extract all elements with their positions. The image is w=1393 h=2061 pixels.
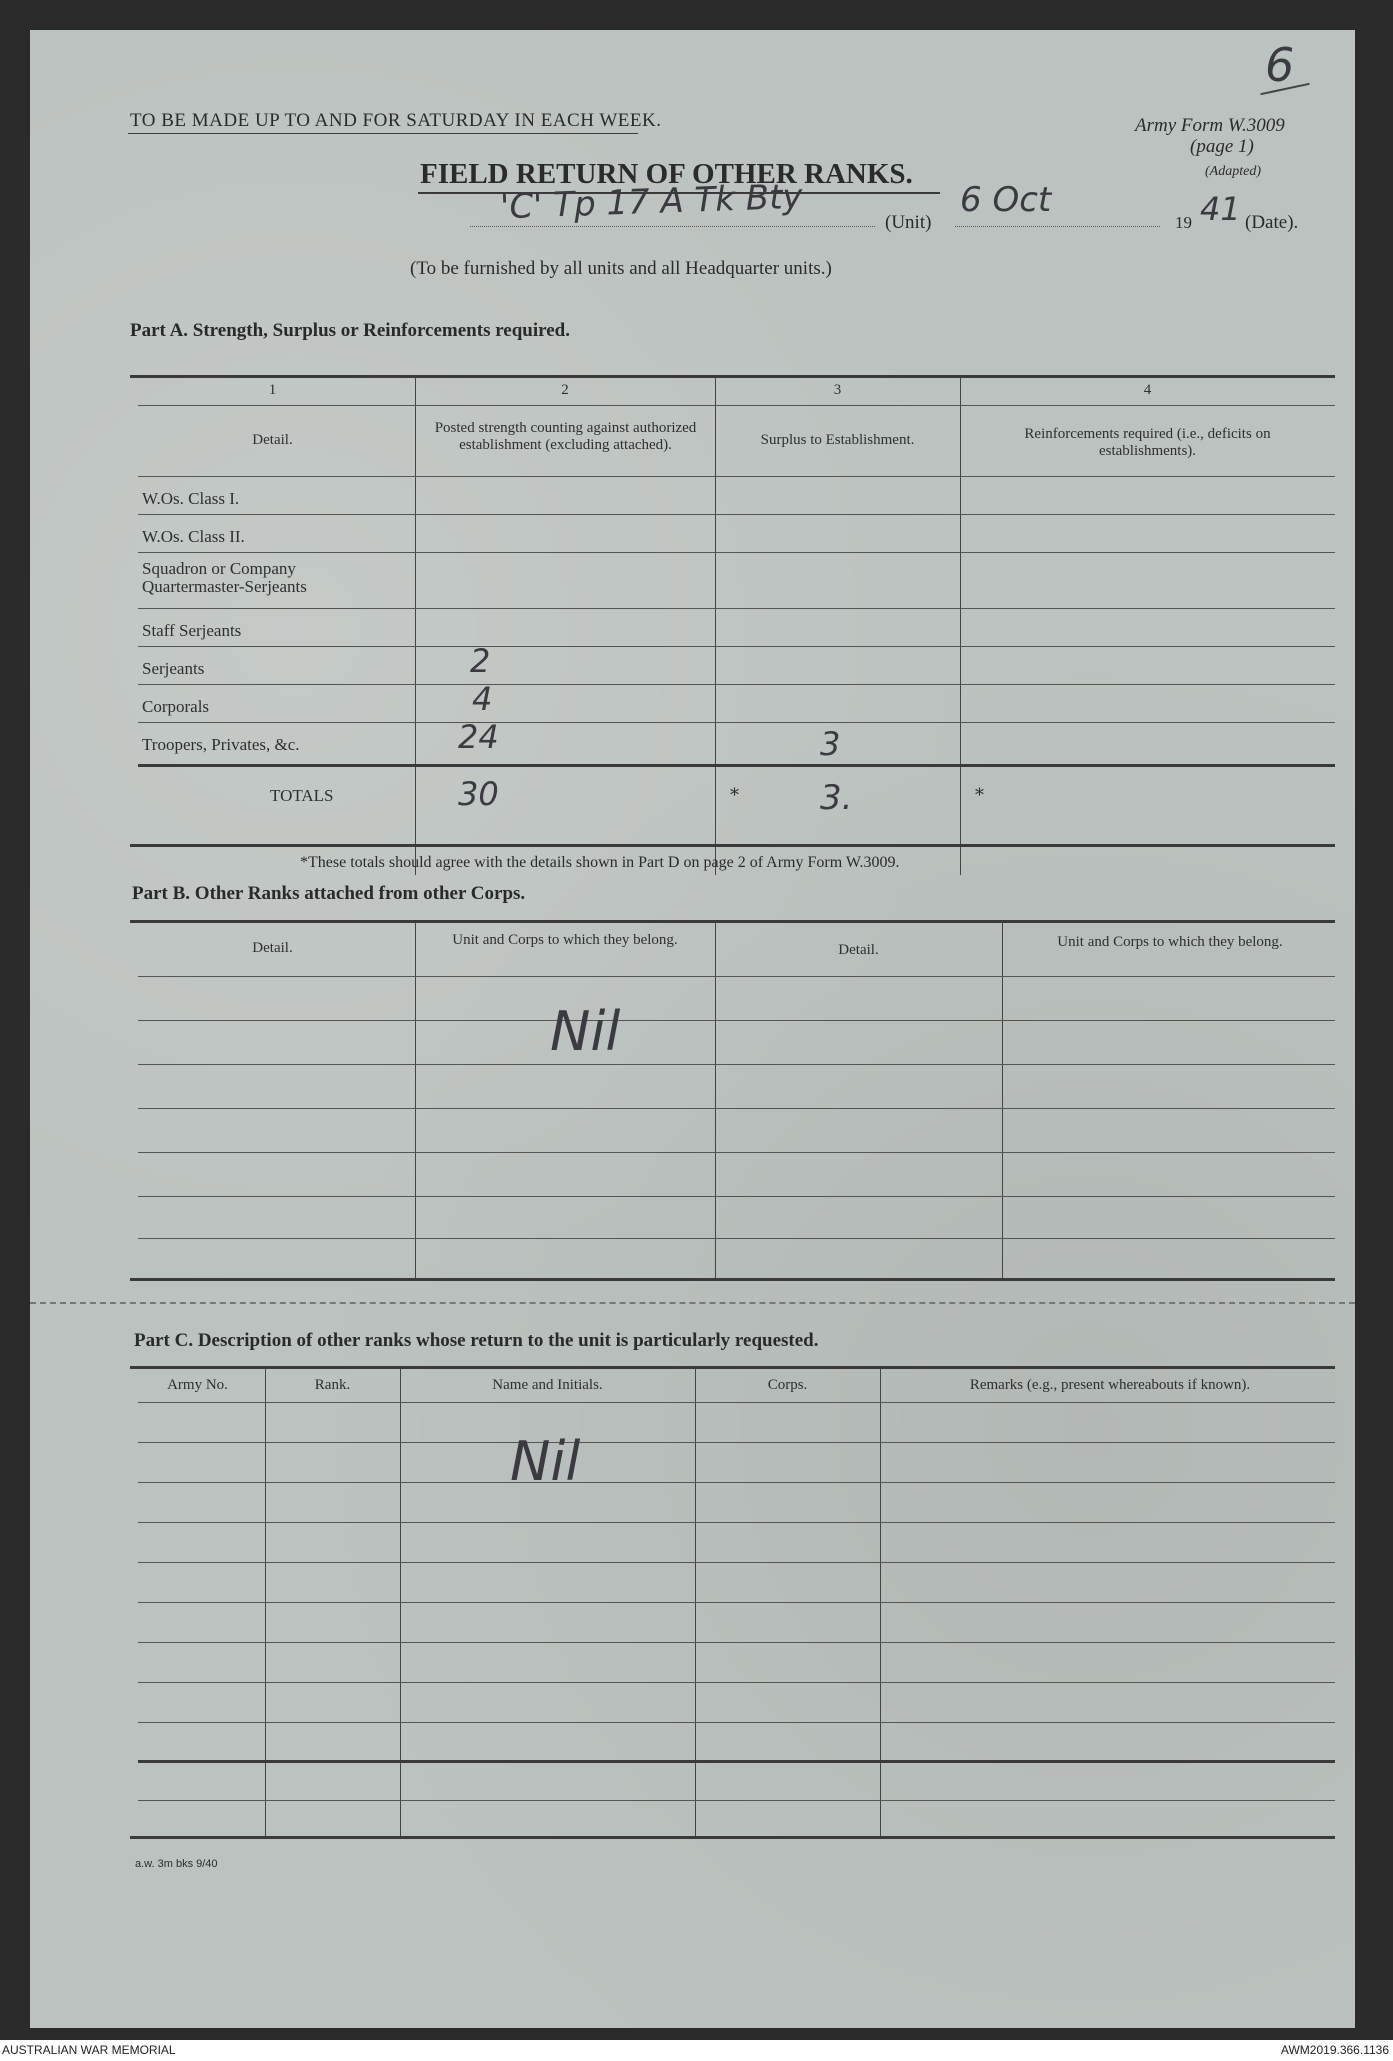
part-c-double-rule — [138, 1760, 1335, 1763]
part-a-posted-value: 4 — [472, 680, 493, 718]
year-prefix: 19 — [1175, 213, 1192, 232]
part-a-colnum-2: 2 — [561, 382, 569, 398]
part-c-row-rule — [138, 1442, 1335, 1443]
part-c-row-rule — [138, 1642, 1335, 1643]
part-a-colnum-4: 4 — [1143, 382, 1152, 398]
unit-value: 'C' Tp 17 A Tk Bty — [499, 176, 804, 228]
part-b-header-detail-2: Detail. — [838, 942, 879, 958]
part-b-row-rule — [138, 1020, 1335, 1021]
part-c-row-rule — [138, 1402, 1335, 1403]
part-a-header-rule — [138, 476, 1335, 477]
part-b-row-rule — [138, 1152, 1335, 1153]
part-c-header-rank: Rank. — [314, 1377, 351, 1393]
part-b-top-rule — [130, 920, 1335, 923]
part-a-row-detail: Serjeants — [142, 659, 205, 678]
part-a-header-surplus: Surplus to Establishment. — [760, 432, 915, 448]
part-c-row-rule — [138, 1800, 1335, 1801]
part-a-header-reinforcements: Reinforcements required (i.e., deficits on establishments). — [1024, 426, 1271, 459]
date-dotted-line — [955, 226, 1160, 227]
part-b-row-rule — [138, 1108, 1335, 1109]
unit-label: (Unit) — [885, 212, 932, 233]
part-a-row-rule — [138, 552, 1335, 553]
form-id: Army Form W.3009 — [1135, 115, 1285, 136]
part-c-row-rule — [138, 1522, 1335, 1523]
part-a-row-rule — [138, 722, 1335, 723]
part-b-row-rule — [138, 1064, 1335, 1065]
part-a-colnum-rule — [138, 405, 1335, 406]
archive-reference: AWM2019.366.1136 — [1280, 2043, 1389, 2057]
part-c-col-divider-4 — [880, 1368, 881, 1838]
part-a-posted-value: 2 — [470, 642, 491, 680]
part-b-row-rule — [138, 976, 1335, 977]
part-a-footnote: *These totals should agree with the details shown in Part D on page 2 of Army Form W.3009. — [300, 854, 900, 871]
part-a-row-detail: Staff Serjeants — [142, 621, 242, 640]
part-c-nil-entry: Nil — [510, 1430, 581, 1493]
part-b-header-unit-corps-2: Unit and Corps to which they belong. — [1057, 934, 1283, 950]
part-c-row-rule — [138, 1602, 1335, 1603]
part-c-top-rule — [130, 1366, 1335, 1369]
part-a-col-divider-1 — [415, 377, 416, 875]
form-sheet — [30, 30, 1355, 2028]
part-c-header-remarks: Remarks (e.g., present whereabouts if known). — [969, 1377, 1251, 1393]
instruction-underline — [128, 133, 638, 134]
print-code: a.w. 3m bks 9/40 — [135, 1858, 218, 1870]
part-c-col-divider-3 — [695, 1368, 696, 1838]
subtitle: (To be furnished by all units and all Headquarter units.) — [410, 258, 832, 279]
part-a-row-detail: Troopers, Privates, &c. — [142, 735, 300, 754]
part-b-row-rule — [138, 1238, 1335, 1239]
part-a-row-rule — [138, 514, 1335, 515]
part-a-totals-rule — [138, 764, 1335, 767]
part-a-totals-label: TOTALS — [270, 786, 334, 805]
part-a-row-rule — [138, 646, 1335, 647]
part-c-heading: Part C. Description of other ranks whose return to the unit is particularly requested. — [134, 1330, 819, 1351]
part-a-colnum-1: 1 — [268, 382, 277, 398]
part-a-row-detail: Corporals — [142, 697, 210, 716]
page-number: 6 — [1265, 38, 1295, 92]
part-c-header-army-no: Army No. — [167, 1377, 228, 1393]
form-title: FIELD RETURN OF OTHER RANKS. — [420, 158, 913, 190]
archive-footer — [0, 2040, 1393, 2061]
instruction-text: TO BE MADE UP TO AND FOR SATURDAY IN EACH WEEK. — [130, 110, 662, 131]
part-a-bottom-rule — [130, 844, 1335, 847]
part-a-totals-reinf-asterisk: * — [975, 785, 984, 806]
perforation-line — [30, 1302, 1355, 1304]
part-c-bottom-rule — [130, 1836, 1335, 1839]
part-c-row-rule — [138, 1562, 1335, 1563]
part-a-totals-surplus-asterisk: * — [730, 785, 739, 806]
part-c-header-corps: Corps. — [767, 1377, 808, 1393]
adapted-label: (Adapted) — [1205, 164, 1261, 179]
part-b-heading: Part B. Other Ranks attached from other Corps. — [132, 883, 526, 904]
part-a-row-detail: W.Os. Class I. — [142, 489, 240, 508]
part-a-row-detail: Squadron or Company Quartermaster-Serjeants — [142, 559, 307, 596]
part-c-row-rule — [138, 1682, 1335, 1683]
part-a-heading: Part A. Strength, Surplus or Reinforcements required. — [130, 320, 570, 341]
part-b-row-rule — [138, 1196, 1335, 1197]
part-b-header-unit-corps: Unit and Corps to which they belong. — [452, 932, 678, 948]
page-label: (page 1) — [1190, 136, 1254, 157]
part-b-bottom-rule — [130, 1278, 1335, 1281]
date-value: 6 Oct — [960, 180, 1052, 220]
part-a-row-rule — [138, 684, 1335, 685]
archive-name: AUSTRALIAN WAR MEMORIAL — [2, 2043, 176, 2057]
part-a-row-rule — [138, 608, 1335, 609]
part-a-header-detail: Detail. — [252, 432, 293, 448]
part-a-totals-surplus: 3. — [820, 778, 853, 818]
unit-dotted-line — [470, 226, 875, 227]
part-c-col-divider-2 — [400, 1368, 401, 1838]
part-a-header-posted: Posted strength counting against authorized establishment (excluding attached). — [434, 420, 697, 453]
part-a-surplus-value: 3 — [820, 725, 841, 763]
part-c-col-divider-1 — [265, 1368, 266, 1838]
part-b-nil-entry: Nil — [550, 1000, 621, 1063]
part-a-totals-posted: 30 — [458, 775, 499, 813]
date-label: (Date). — [1245, 212, 1299, 233]
part-c-row-rule — [138, 1722, 1335, 1723]
part-c-header-name: Name and Initials. — [492, 1377, 603, 1393]
part-a-col-divider-2 — [715, 377, 716, 875]
part-a-col-divider-3 — [960, 377, 961, 875]
part-a-colnum-3: 3 — [833, 382, 842, 398]
part-c-row-rule — [138, 1482, 1335, 1483]
part-a-top-rule — [130, 375, 1335, 378]
part-b-header-detail: Detail. — [252, 940, 293, 956]
part-a-posted-value: 24 — [458, 718, 499, 756]
part-a-row-detail: W.Os. Class II. — [142, 527, 245, 546]
year-value: 41 — [1200, 190, 1241, 228]
